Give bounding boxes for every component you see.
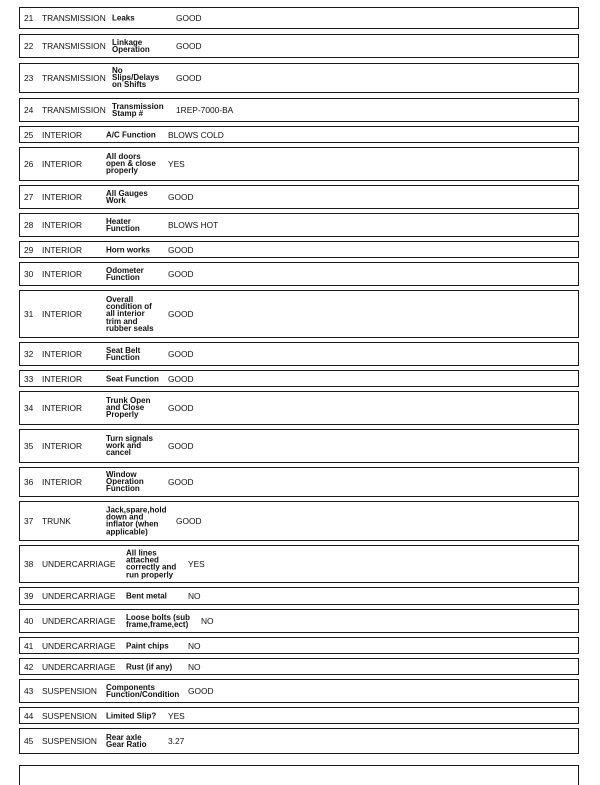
table-row [19,370,579,387]
row-number: 24 [24,105,34,115]
row-value: 1REP-7000-BA [176,105,234,115]
row-item: Turn signals work and cancel [106,434,153,458]
row-value: BLOWS HOT [168,220,219,230]
row-value: GOOD [176,41,202,51]
row-value: GOOD [168,477,194,487]
table-row [19,587,579,605]
row-category: SUSPENSION [42,736,97,746]
row-item: All Gauges Work [106,188,148,205]
row-number: 45 [24,736,34,746]
row-item: Loose bolts (sub frame,frame,ect) [126,612,190,629]
row-category: INTERIOR [42,477,83,487]
row-value: GOOD [168,192,194,202]
row-number: 31 [24,309,34,319]
row-item: Rust (if any) [126,661,173,671]
row-number: 28 [24,220,34,230]
row-value: GOOD [168,403,194,413]
row-value: 3.27 [168,736,185,746]
row-category: INTERIOR [42,441,83,451]
table-row [19,185,579,209]
row-value: GOOD [176,516,202,526]
row-item: Horn works [106,244,151,254]
table-row [19,147,579,181]
row-number: 37 [24,516,34,526]
row-item: No Slips/Delays on Shifts [112,66,160,90]
table-row [19,63,579,93]
table-row [19,213,579,237]
table-row [19,545,579,583]
row-item: All doors open & close properly [106,152,156,176]
next-row-partial [19,765,579,785]
row-value: YES [168,159,185,169]
row-category: INTERIOR [42,159,83,169]
table-row [19,679,579,703]
row-value: YES [168,710,185,721]
row-value: NO [188,640,201,651]
table-row [19,241,579,258]
row-number: 22 [24,41,34,51]
row-value: GOOD [188,686,214,696]
row-number: 41 [24,640,34,651]
row-item: Window Operation Function [106,470,144,494]
table-row [19,707,579,724]
row-number: 30 [24,269,34,279]
row-value: NO [188,661,201,672]
row-number: 34 [24,403,34,413]
row-value: GOOD [176,13,202,23]
row-number: 42 [24,661,34,672]
row-number: 39 [24,591,34,601]
row-item: Odometer Function [106,265,144,282]
row-item: Trunk Open and Close Properly [106,396,151,420]
table-row [19,467,579,497]
row-item: Heater Function [106,216,140,233]
row-value: NO [188,591,201,601]
row-category: INTERIOR [42,220,83,230]
row-number: 35 [24,441,34,451]
row-item: Seat Belt Function [106,345,141,362]
row-item: Limited Slip? [106,710,157,720]
row-category: TRUNK [42,516,71,526]
row-value: GOOD [168,269,194,279]
row-number: 38 [24,559,34,569]
row-category: TRANSMISSION [42,73,106,83]
row-category: INTERIOR [42,192,83,202]
row-value: GOOD [168,309,194,319]
row-value: GOOD [168,349,194,359]
row-category: INTERIOR [42,349,83,359]
row-category: SUSPENSION [42,710,97,721]
row-number: 36 [24,477,34,487]
row-item: All lines attached correctly and run properly [126,548,177,580]
table-row [19,609,579,633]
row-category: INTERIOR [42,403,83,413]
row-category: INTERIOR [42,244,83,255]
row-item: Transmission Stamp # [112,101,164,118]
table-row [19,728,579,754]
row-number: 25 [24,129,34,140]
table-row [19,658,579,675]
row-value: YES [188,559,205,569]
row-category: UNDERCARRIAGE [42,559,116,569]
row-category: INTERIOR [42,373,83,384]
row-category: UNDERCARRIAGE [42,661,116,672]
row-item: Jack,spare,hold down and inflator (when applicable) [106,505,167,537]
row-value: NO [201,616,214,626]
row-category: INTERIOR [42,129,83,140]
row-item: Rear axle Gear Ratio [106,732,147,749]
row-number: 26 [24,159,34,169]
row-number: 32 [24,349,34,359]
row-value: GOOD [168,441,194,451]
row-number: 21 [24,13,34,23]
table-row [19,501,579,541]
row-number: 29 [24,244,34,255]
row-item: A/C Function [106,129,156,139]
row-item: Overall condition of all interior trim and rubber seals [106,294,154,333]
table-row [19,7,579,29]
row-category: TRANSMISSION [42,41,106,51]
table-row [19,342,579,366]
row-category: INTERIOR [42,269,83,279]
row-item: Leaks [112,13,135,23]
row-item: Bent metal [126,591,167,601]
row-value: BLOWS COLD [168,129,224,140]
row-value: GOOD [176,73,202,83]
row-number: 27 [24,192,34,202]
row-category: SUSPENSION [42,686,97,696]
row-category: UNDERCARRIAGE [42,616,116,626]
row-item: Seat Function [106,373,159,383]
row-item: Components Function/Condition [106,682,180,699]
row-number: 43 [24,686,34,696]
row-category: TRANSMISSION [42,13,106,23]
table-row [19,391,579,425]
row-category: UNDERCARRIAGE [42,591,116,601]
row-item: Linkage Operation [112,37,150,54]
row-value: GOOD [168,373,194,384]
row-number: 23 [24,73,34,83]
row-number: 40 [24,616,34,626]
table-row [19,637,579,654]
row-category: UNDERCARRIAGE [42,640,116,651]
row-number: 33 [24,373,34,384]
table-row [19,126,579,143]
row-category: TRANSMISSION [42,105,106,115]
row-item: Paint chips [126,640,169,650]
table-row [19,290,579,338]
table-row [19,429,579,463]
row-value: GOOD [168,244,194,255]
table-row [19,34,579,58]
row-category: INTERIOR [42,309,83,319]
table-row [19,262,579,286]
row-number: 44 [24,710,34,721]
table-row [19,98,579,122]
